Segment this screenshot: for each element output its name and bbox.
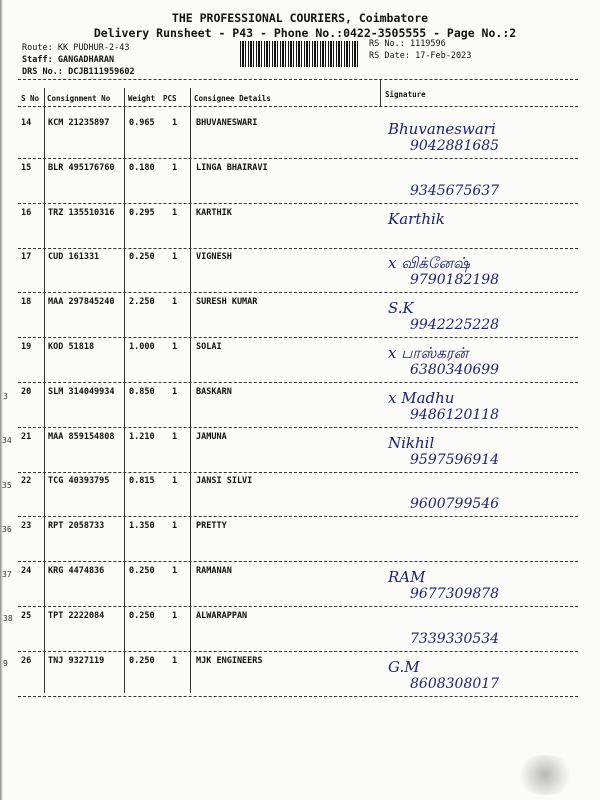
row-consignment-no: TRZ 135510316 <box>48 208 115 218</box>
col-consignee: Consignee Details <box>194 94 271 103</box>
row-weight: 0.850 <box>129 387 155 397</box>
row-sno: 24 <box>21 566 32 576</box>
row-signature: Bhuvaneswari <box>388 120 496 138</box>
row-pcs: 1 <box>172 476 178 486</box>
row-pcs: 1 <box>172 387 178 397</box>
row-signature-phone: 9597596914 <box>410 452 500 468</box>
row-consignment-no: TNJ 9327119 <box>48 656 105 666</box>
row-signature-phone: 7339330534 <box>410 631 500 647</box>
row-signature: Karthik <box>388 210 445 228</box>
row-consignee: JAMUNA <box>196 432 227 442</box>
margin-number: 36 <box>2 525 12 534</box>
row-pcs: 1 <box>172 611 178 621</box>
row-sno: 18 <box>21 297 32 307</box>
row-sno: 20 <box>21 387 32 397</box>
row-separator <box>18 158 578 159</box>
row-consignment-no: MAA 859154808 <box>48 432 115 442</box>
drs-value: DCJB111959602 <box>68 67 135 77</box>
row-sno: 25 <box>21 611 32 621</box>
row-sno: 17 <box>21 252 32 262</box>
row-separator <box>18 427 578 428</box>
col-consignment: Consignment No <box>47 94 111 103</box>
row-weight: 0.250 <box>129 566 155 576</box>
row-pcs: 1 <box>172 342 178 352</box>
rs-no-label: RS No.: <box>369 39 405 49</box>
row-pcs: 1 <box>172 252 178 262</box>
row-signature: Nikhil <box>388 434 435 452</box>
row-weight: 1.350 <box>129 521 155 531</box>
row-weight: 2.250 <box>129 297 155 307</box>
row-sno: 23 <box>21 521 32 531</box>
row-sno: 14 <box>21 118 32 128</box>
row-signature: x விக்னேஷ் <box>388 254 470 272</box>
row-separator <box>18 561 578 562</box>
row-consignee: KARTHIK <box>196 208 232 218</box>
row-separator <box>18 606 578 607</box>
row-signature-phone: 9677309878 <box>410 586 500 602</box>
row-signature-phone: 9486120118 <box>410 407 500 423</box>
rs-no-value: 1119596 <box>409 39 446 49</box>
staff-label: Staff: <box>22 55 53 65</box>
col-divider <box>190 88 191 693</box>
row-signature: x Madhu <box>388 389 455 407</box>
row-consignee: RAMANAN <box>196 566 232 576</box>
scan-smudge <box>515 755 575 795</box>
row-consignee: BASKARN <box>196 387 232 397</box>
rs-date-line <box>369 51 471 61</box>
col-pcs: PCS <box>163 94 177 103</box>
row-separator <box>18 651 578 652</box>
row-weight: 1.000 <box>129 342 155 352</box>
row-consignee: JANSI SILVI <box>196 476 253 486</box>
row-pcs: 1 <box>172 566 178 576</box>
row-separator <box>18 696 578 697</box>
col-divider <box>124 88 125 693</box>
row-separator <box>18 382 578 383</box>
header-rule-top <box>18 79 578 80</box>
row-weight: 0.295 <box>129 208 155 218</box>
margin-number: 34 <box>2 436 12 445</box>
page-title: THE PROFESSIONAL COURIERS, Coimbatore <box>171 11 429 25</box>
row-weight: 0.815 <box>129 476 155 486</box>
row-consignee: SOLAI <box>196 342 222 352</box>
row-consignment-no: CUD 161331 <box>48 252 100 262</box>
row-signature-phone: 9942225228 <box>410 317 500 333</box>
rs-no-line <box>369 39 446 49</box>
row-consignment-no: KOD 51818 <box>48 342 95 352</box>
row-separator <box>18 337 578 338</box>
margin-number: 3 <box>3 392 8 401</box>
header-rule-bottom <box>18 106 578 107</box>
drs-label: DRS No.: <box>22 67 63 77</box>
col-signature: Signature <box>385 90 426 99</box>
row-consignment-no: RPT 2058733 <box>48 521 105 531</box>
row-separator <box>18 292 578 293</box>
row-signature-phone: 9600799546 <box>410 496 500 512</box>
row-consignment-no: KRG 4474836 <box>48 566 105 576</box>
row-signature: S.K <box>388 299 414 317</box>
rs-date-label: RS Date: <box>369 51 410 61</box>
margin-number: 38 <box>3 614 13 623</box>
row-signature: RAM <box>388 568 426 586</box>
row-weight: 0.180 <box>129 163 155 173</box>
drs-line <box>22 67 135 77</box>
row-pcs: 1 <box>172 163 178 173</box>
row-pcs: 1 <box>172 432 178 442</box>
row-separator <box>18 203 578 204</box>
row-signature-phone: 8608308017 <box>410 676 500 692</box>
route-label: Route: <box>22 43 53 53</box>
row-sno: 22 <box>21 476 32 486</box>
row-pcs: 1 <box>172 118 178 128</box>
row-weight: 0.965 <box>129 118 155 128</box>
row-weight: 0.250 <box>129 252 155 262</box>
row-separator <box>18 248 578 249</box>
row-signature: x பாஸ்கரன் <box>388 344 469 362</box>
col-divider <box>380 80 381 106</box>
row-signature-phone: 6380340699 <box>410 362 500 378</box>
row-pcs: 1 <box>172 656 178 666</box>
row-sno: 16 <box>21 208 32 218</box>
margin-number: 37 <box>2 570 12 579</box>
row-consignment-no: BLR 495176760 <box>48 163 115 173</box>
row-consignee: VIGNESH <box>196 252 232 262</box>
row-consignment-no: TPT 2222084 <box>48 611 105 621</box>
row-sno: 21 <box>21 432 32 442</box>
row-pcs: 1 <box>172 297 178 307</box>
barcode <box>240 41 360 67</box>
route-value: KK PUDHUR-2-43 <box>57 43 130 53</box>
row-consignment-no: TCG 40393795 <box>48 476 110 486</box>
row-consignment-no: KCM 21235897 <box>48 118 110 128</box>
row-consignee: MJK ENGINEERS <box>196 656 263 666</box>
row-separator <box>18 516 578 517</box>
row-signature: G.M <box>388 658 420 676</box>
col-divider <box>44 88 45 693</box>
row-consignee: LINGA BHAIRAVI <box>196 163 268 173</box>
row-weight: 0.250 <box>129 611 155 621</box>
rs-date-value: 17-Feb-2023 <box>415 51 472 61</box>
staff-value: GANGADHARAN <box>57 55 115 65</box>
row-separator <box>18 472 578 473</box>
row-sno: 26 <box>21 656 32 666</box>
staff-line <box>22 55 114 65</box>
runsheet-subtitle: Delivery Runsheet - P43 - Phone No.:0422-3505555 - Page No.:2 <box>93 26 517 40</box>
row-signature-phone: 9790182198 <box>410 272 500 288</box>
row-consignee: BHUVANESWARI <box>196 118 258 128</box>
row-consignee: ALWARAPPAN <box>196 611 248 621</box>
row-signature-phone: 9042881685 <box>410 138 500 154</box>
col-weight: Weight <box>128 94 156 103</box>
row-weight: 1.210 <box>129 432 155 442</box>
row-signature-phone: 9345675637 <box>410 183 500 199</box>
row-pcs: 1 <box>172 521 178 531</box>
row-sno: 15 <box>21 163 32 173</box>
margin-number: 9 <box>3 659 8 668</box>
row-pcs: 1 <box>172 208 178 218</box>
row-weight: 0.250 <box>129 656 155 666</box>
row-sno: 19 <box>21 342 32 352</box>
route-line <box>22 43 130 53</box>
row-consignee: PRETTY <box>196 521 227 531</box>
row-consignment-no: MAA 297845240 <box>48 297 115 307</box>
margin-number: 35 <box>2 481 12 490</box>
col-sno: S No <box>21 94 40 103</box>
row-consignment-no: SLM 314049934 <box>48 387 115 397</box>
row-consignee: SURESH KUMAR <box>196 297 258 307</box>
